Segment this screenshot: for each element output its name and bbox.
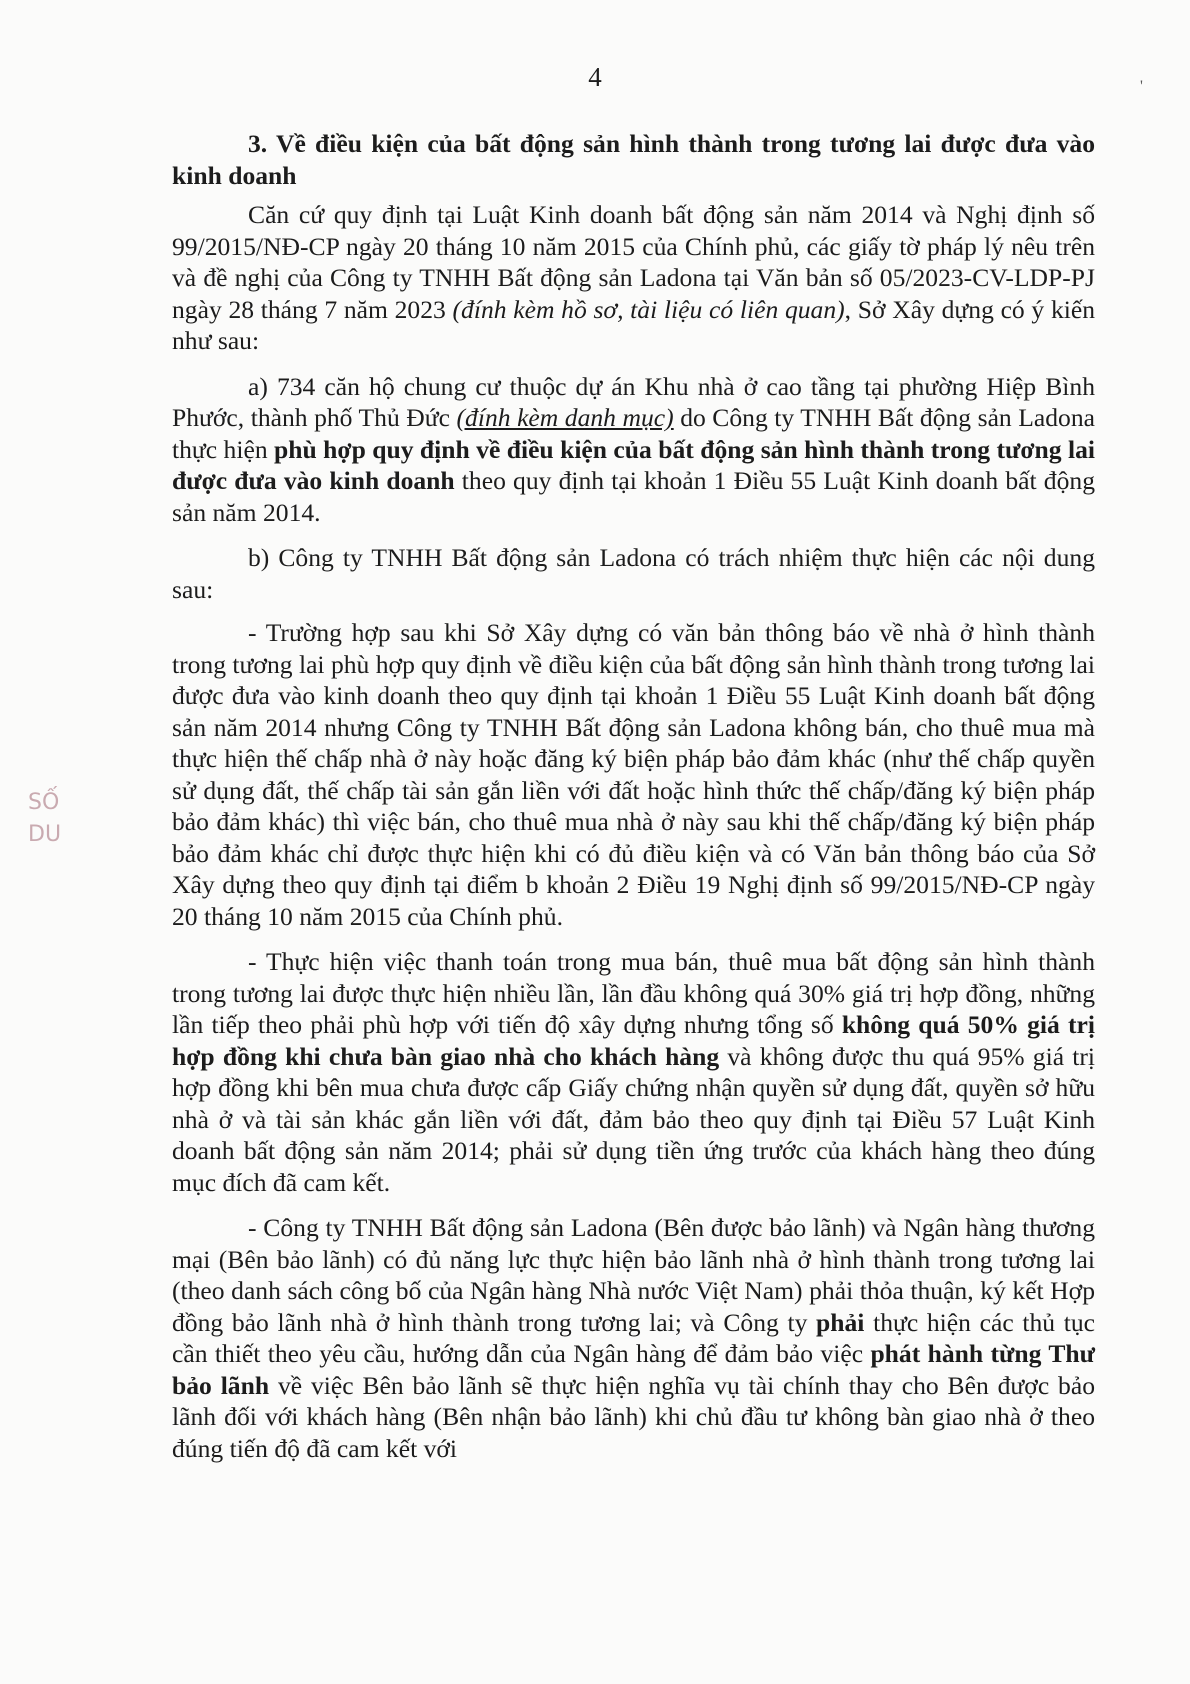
bullet-3-text-mid: thực hiện các thủ tục cần thiết theo yêu cầu, hướng dẫn của Ngân hàng để đảm bảo việc — [172, 1307, 1095, 1368]
intro-text: Căn cứ quy định tại Luật Kinh doanh bất động sản năm 2014 và Nghị định số 99/2015/NĐ-CP ngày 20 tháng 10 năm 2015 của Chính phủ, các giấy tờ pháp lý nêu trên và đề nghị của Công ty TNHH Bất động sản Ladona tại Văn bản số 05/2023-CV-LDP-PJ ngày 28 tháng 7 năm 2023 — [172, 200, 1095, 324]
intro-text-end: , Sở Xây dựng có ý kiến như sau: — [172, 294, 1096, 355]
page-number: 4 — [588, 62, 602, 92]
stamp-text: SỐ — [28, 790, 60, 815]
bullet-3-bold-2: phát hành từng Thư bảo lãnh — [172, 1339, 1095, 1400]
item-a-paragraph — [172, 371, 1095, 529]
item-a-text: a) 734 căn hộ chung cư thuộc dự án Khu nhà ở cao tầng tại phường Hiệp Bình Phước, thành phố Thủ Đức — [172, 371, 1095, 432]
intro-italic-note: (đính kèm hồ sơ, tài liệu có liên quan) — [452, 294, 845, 324]
item-a-bold-conclusion: phù hợp quy định về điều kiện của bất động sản hình thành trong tương lai được đưa vào kinh doanh — [172, 434, 1095, 495]
item-a-text-end: theo quy định tại khoản 1 Điều 55 Luật Kinh doanh bất động sản năm 2014. — [172, 466, 1095, 527]
bullet-2-text: - Thực hiện việc thanh toán trong mua bán, thuê mua bất động sản hình thành trong tương lai được thực hiện nhiều lần, lần đầu không quá 30% giá trị hợp đồng, những lần tiếp theo phải phù hợp với tiến độ xây dựng nhưng tổng số — [172, 947, 1095, 1039]
item-a-text-mid: do Công ty TNHH Bất động sản Ladona thực hiện — [172, 403, 1095, 464]
stamp-fragment — [0, 760, 60, 940]
bullet-2-text-end: và không được thu quá 95% giá trị hợp đồng khi bên mua chưa được cấp Giấy chứng nhận quyền sử dụng đất, quyền sở hữu nhà ở và tài sản khác gắn liền với đất, đảm bảo theo quy định tại Điều 57 Luật Kinh doanh bất động sản năm 2014; phải sử dụng tiền ứng trước của khách hàng theo đúng mục đích đã cam kết. — [172, 1041, 1095, 1197]
scan-mark: ' — [1140, 78, 1143, 95]
bullet-3-bold-1: phải — [816, 1307, 865, 1337]
item-a-attachment-note: (đính kèm danh mục) — [456, 403, 674, 432]
section-heading: 3. Về điều kiện của bất động sản hình thành trong tương lai được đưa vào kinh doanh — [172, 129, 1095, 190]
bullet-3-text-end: về việc Bên bảo lãnh sẽ thực hiện nghĩa vụ tài chính thay cho Bên được bảo lãnh đối với khách hàng (Bên nhận bảo lãnh) khi chủ đầu tư không bàn giao nhà ở theo đúng tiến độ đã cam kết với — [172, 1370, 1096, 1463]
stamp-text: DU — [28, 822, 62, 847]
item-b-paragraph: b) Công ty TNHH Bất động sản Ladona có trách nhiệm thực hiện các nội dung sau: — [172, 543, 1095, 604]
intro-paragraph — [172, 199, 1095, 357]
bullet-paragraph-1: - Trường hợp sau khi Sở Xây dựng có văn bản thông báo về nhà ở hình thành trong tương lai phù hợp quy định về điều kiện của bất động sản hình thành trong tương lai được đưa vào kinh doanh theo quy định tại khoản 1 Điều 55 Luật Kinh doanh bất động sản năm 2014 nhưng Công ty TNHH Bất động sản Ladona không bán, cho thuê mua mà thực hiện thế chấp nhà ở này hoặc đăng ký biện pháp bảo đảm khác (như thế chấp quyền sử dụng đất, thế chấp tài sản gắn liền với đất hoặc hình thức thế chấp/đăng ký biện pháp bảo đảm khác) thì việc bán, cho thuê mua nhà ở này sau khi thế chấp/đăng ký biện pháp bảo đảm khác chỉ được thực hiện khi có đủ điều kiện và có Văn bản thông báo của Sở Xây dựng theo quy định tại điểm b khoản 2 Điều 19 Nghị định số 99/2015/NĐ-CP ngày 20 tháng 10 năm 2015 của Chính phủ. — [172, 618, 1095, 931]
bullet-2-bold: không quá 50% giá trị hợp đồng khi chưa bàn giao nhà cho khách hàng — [172, 1010, 1095, 1071]
bullet-paragraph-3 — [172, 1212, 1095, 1464]
bullet-paragraph-2 — [172, 946, 1095, 1198]
document-body — [172, 128, 1095, 1478]
bullet-3-text: - Công ty TNHH Bất động sản Ladona (Bên được bảo lãnh) và Ngân hàng thương mại (Bên bảo lãnh) có đủ năng lực thực hiện bảo lãnh nhà ở hình thành trong tương lai (theo danh sách công bố của Ngân hàng Nhà nước Việt Nam) phải thỏa thuận, ký kết Hợp đồng bảo lãnh nhà ở hình thành trong tương lai; và Công ty — [172, 1213, 1095, 1337]
